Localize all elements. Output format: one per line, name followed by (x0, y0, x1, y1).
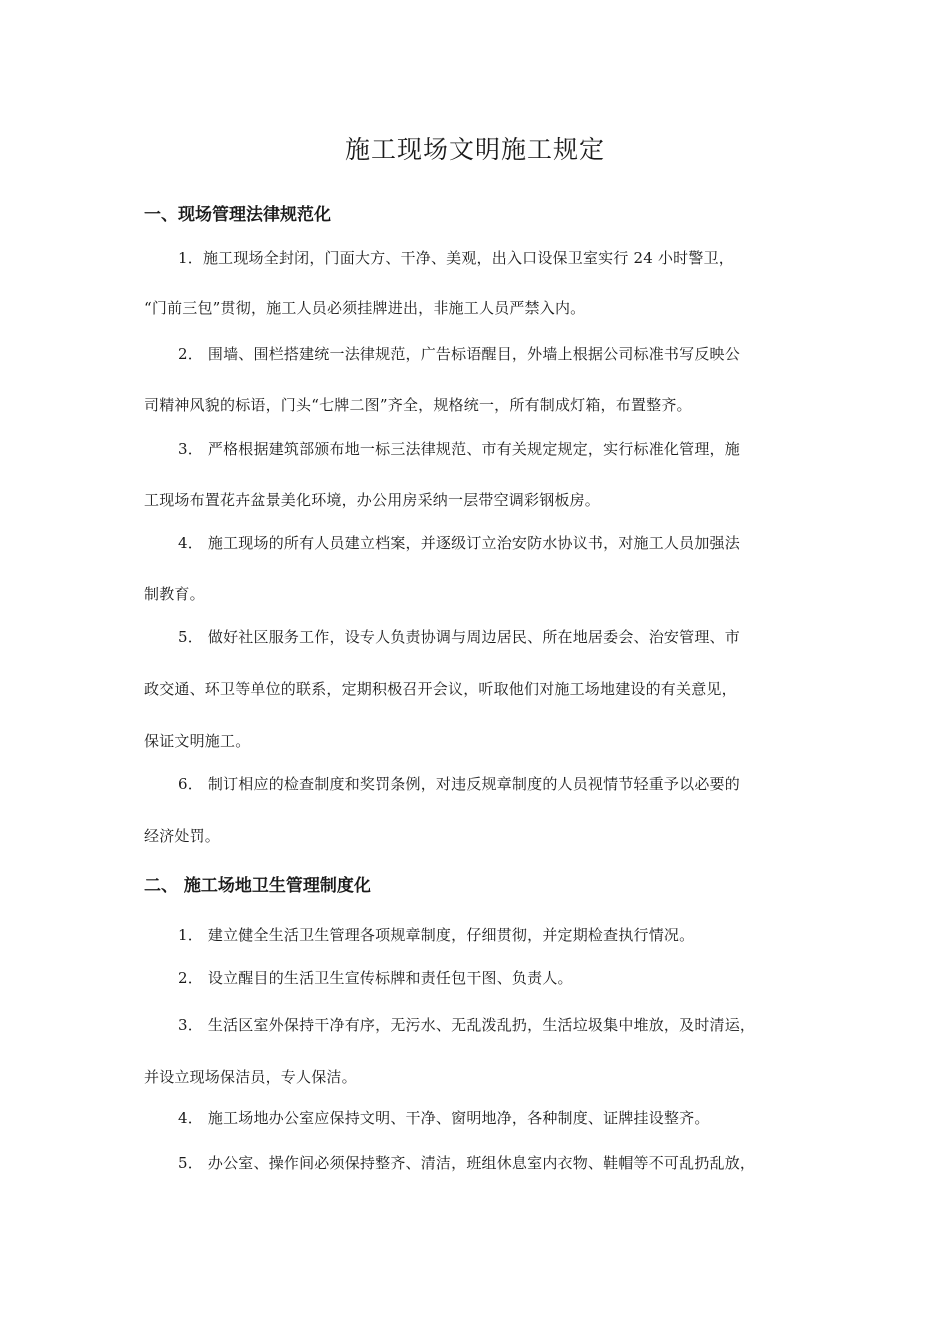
paragraph-line: 4． 施工场地办公室应保持文明、干净、窗明地净，各种制度、证牌挂设整齐。 (178, 1109, 710, 1127)
paragraph-line: 政交通、环卫等单位的联系，定期积极召开会议，听取他们对施工场地建设的有关意见， (144, 680, 737, 698)
paragraph-line: 3． 严格根据建筑部颁布地一标三法律规范、市有关规定规定，实行标准化管理，施 (178, 440, 740, 458)
document-title: 施工现场文明施工规定 (344, 135, 605, 164)
paragraph-line: 保证文明施工。 (144, 732, 251, 750)
paragraph-line: “门前三包”贯彻，施工人员必须挂牌进出，非施工人员严禁入内。 (144, 299, 586, 317)
paragraph-line: 司精神风貌的标语，门头“七牌二图”齐全，规格统一，所有制成灯箱，布置整齐。 (144, 396, 692, 414)
paragraph-line: 5． 做好社区服务工作，设专人负责协调与周边居民、所在地居委会、治安管理、市 (178, 628, 740, 646)
paragraph-line: 1．施工现场全封闭，门面大方、干净、美观，出入口设保卫室实行 24 小时警卫， (178, 249, 734, 267)
paragraph-line: 并设立现场保洁员，专人保洁。 (144, 1068, 357, 1086)
paragraph-line: 工现场布置花卉盆景美化环境，办公用房采纳一层带空调彩钢板房。 (144, 491, 601, 509)
paragraph-line: 3． 生活区室外保持干净有序，无污水、无乱泼乱扔，生活垃圾集中堆放，及时清运， (178, 1016, 756, 1034)
paragraph-line: 2． 围墙、围栏搭建统一法律规范，广告标语醒目，外墙上根据公司标准书写反映公 (178, 345, 740, 363)
paragraph-line: 1． 建立健全生活卫生管理各项规章制度，仔细贯彻，并定期检查执行情况。 (178, 926, 695, 944)
paragraph-line: 经济处罚。 (144, 827, 221, 845)
paragraph-line: 制教育。 (144, 585, 205, 603)
paragraph-line: 4． 施工现场的所有人员建立档案，并逐级订立治安防水协议书，对施工人员加强法 (178, 534, 740, 552)
paragraph-line: 5． 办公室、操作间必须保持整齐、清洁，班组休息室内衣物、鞋帽等不可乱扔乱放， (178, 1154, 756, 1172)
paragraph-line: 6． 制订相应的检查制度和奖罚条例，对违反规章制度的人员视情节轻重予以必要的 (178, 775, 740, 793)
paragraph-line: 2． 设立醒目的生活卫生宣传标牌和责任包干图、负责人。 (178, 969, 573, 987)
section-heading-2: 二、 施工场地卫生管理制度化 (144, 876, 371, 896)
section-heading-1: 一、现场管理法律规范化 (144, 205, 331, 225)
